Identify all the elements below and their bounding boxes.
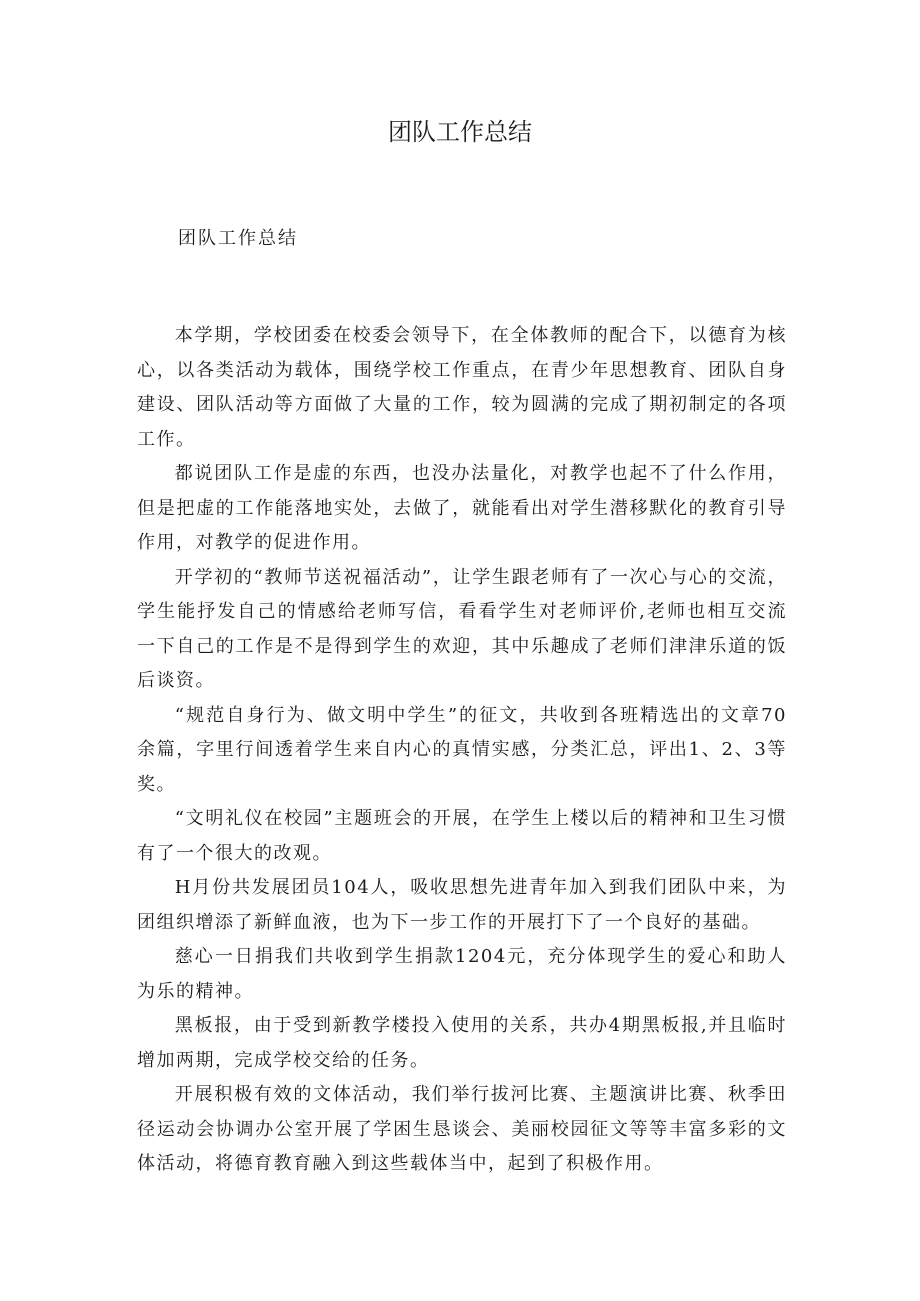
document-body [137,319,787,1182]
paragraph-blackboard: 黑板报，由于受到新教学楼投入使用的关系，共办4期黑板报,并且临时增加两期，完成学校交给的任务。 [137,1015,787,1071]
paragraph-donation: 慈心一日捐我们共收到学生捐款1204元，充分体现学生的爱心和助人为乐的精神。 [137,946,787,1002]
paragraph-essay: “规范自身行为、做文明中学生”的征文，共收到各班精选出的文章70余篇，字里行间透着学生来自内心的真情实感，分类汇总，评出1、2、3等奖。 [137,704,787,795]
paragraph-intro: 本学期，学校团委在校委会领导下，在全体教师的配合下，以德育为核心，以各类活动为载体，围绕学校工作重点，在青少年思想教育、团队自身建设、团队活动等方面做了大量的工作，较为圆满的完成了期初制定的各项工作。 [137,325,787,450]
paragraph-members: H月份共发展团员104人，吸收思想先进青年加入到我们团队中来，为团组织增添了新鲜血液，也为下一步工作的开展打下了一个良好的基础。 [137,877,787,933]
paragraph-view: 都说团队工作是虚的东西，也没办法量化，对教学也起不了什么作用，但是把虚的工作能落地实处，去做了，就能看出对学生潜移默化的教育引导作用，对教学的促进作用。 [137,463,787,553]
document-title: 团队工作总结 [388,118,532,146]
paragraph-activities: 开展积极有效的文体活动，我们举行拔河比赛、主题演讲比赛、秋季田径运动会协调办公室开展了学困生恳谈会、美丽校园征文等等丰富多彩的文体活动，将德育教育融入到这些载体当中，起到了积极作用。 [137,1084,787,1174]
paragraph-teachers-day: 开学初的“教师节送祝福活动”，让学生跟老师有了一次心与心的交流，学生能抒发自己的情感给老师写信，看看学生对老师评价,老师也相互交流一下自己的工作是不是得到学生的欢迎，其中乐趣成了老师们津津乐道的饭后谈资。 [137,566,787,691]
paragraph-class-meeting: “文明礼仪在校园”主题班会的开展，在学生上楼以后的精神和卫生习惯有了一个很大的改观。 [137,808,787,864]
document-subtitle: 团队工作总结 [178,228,298,249]
